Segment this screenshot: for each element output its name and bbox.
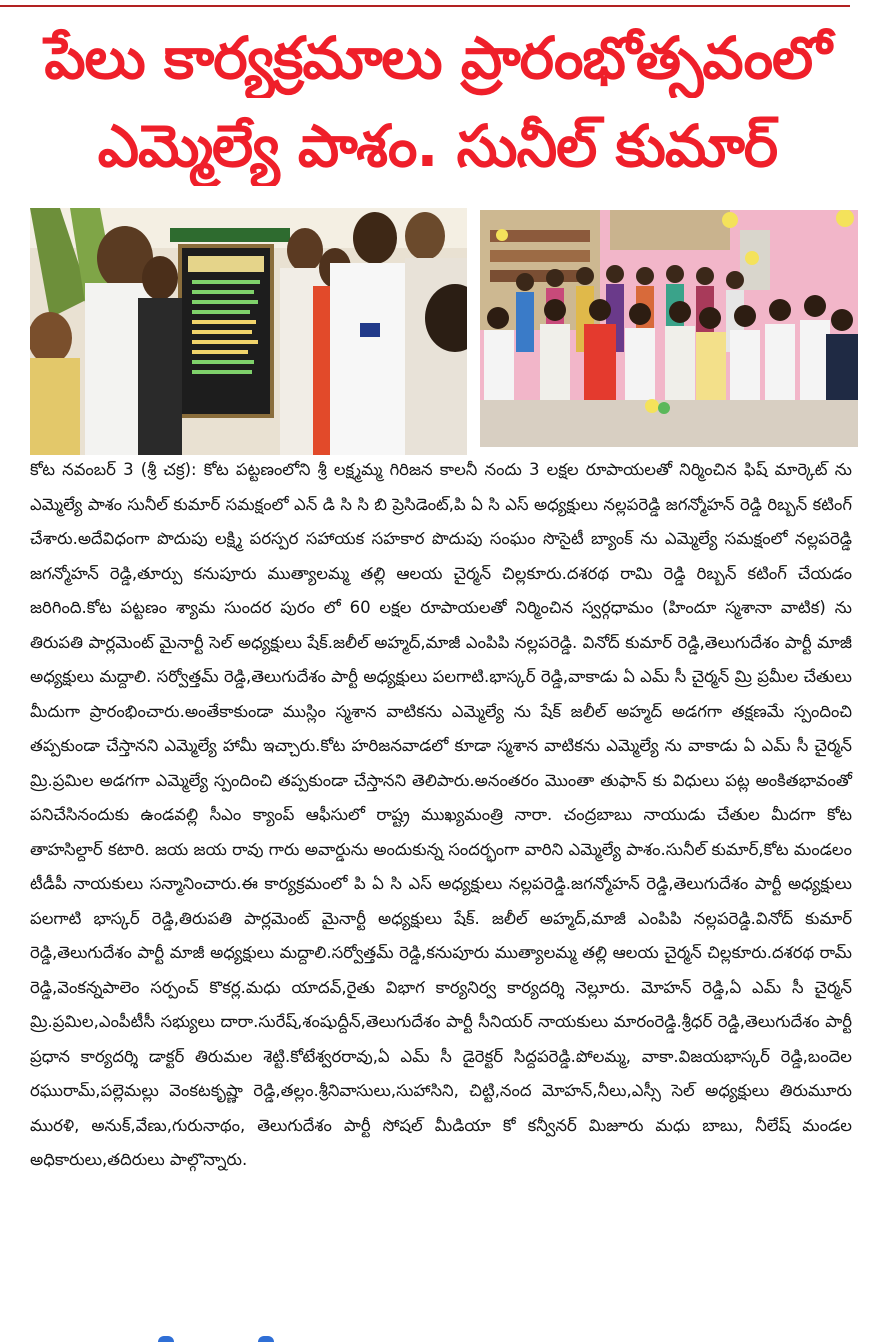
- group-scene-illustration: [480, 210, 858, 447]
- inauguration-photo-left: [30, 208, 467, 455]
- share-icon[interactable]: [158, 1336, 174, 1342]
- share-icon[interactable]: [258, 1336, 274, 1342]
- headline-line-1: పేలు కార్యక్రమాలు ప్రారంభోత్సవంలో: [44, 24, 831, 92]
- headline-line-2: ఎమ్మెల్యే పాశం. సునీల్ కుమార్: [97, 112, 778, 180]
- group-photo-right: [480, 210, 858, 447]
- plaque-scene-illustration: [30, 208, 467, 455]
- article-body: కోట నవంబర్ 3 (శ్రీ చక్ర): కోట పట్టణంలోని శ్రీ లక్ష్మమ్మ గిరిజన కాలనీ నందు 3 లక్షల రూపాయలతో నిర్మించిన ఫిష్ మార్కెట్ ను ఎమ్మెల్యే పాశం సునీల్ కుమార్ సమక్షంలో ఎన్ డి సి సి బి ప్రెసిడెంట్,పి ఏ సి ఎస్ అధ్యక్షులు నల్లపరెడ్డి జగన్మోహన్ రెడ్డి రిబ్బన్ కటింగ్ చేశారు.అదేవిధంగా పొదుపు లక్ష్మి పరస్పర సహాయక సహకార పొదుపు సంఘం సొసైటీ బ్యాంక్ ను ఎమ్మెల్యే సమక్షంలో నల్లపరెడ్డి జగన్మోహన్ రెడ్డి,తూర్పు కనుపూరు ముత్యాలమ్మ తల్లి ఆలయ చైర్మన్ చిల్లకూరు.దశరథ రామి రెడ్డి రిబ్బన్ కటింగ్ చేయడం జరిగింది.కోట పట్టణం శ్యామ సుందర పురం లో 60 లక్షల రూపాయలతో నిర్మించిన స్వర్గధామం (హిందూ స్మశానా వాటిక) ను తిరుపతి పార్లమెంట్ మైనార్టీ సెల్ అధ్యక్షులు షేక్.జలీల్ అహ్మద్,మాజీ ఎంపిపి నల్లపరెడ్డి. వినోద్ కుమార్ రెడ్డి,తెలుగుదేశం పార్టీ మాజీ అధ్యక్షులు మద్దాలి. సర్వోత్తమ్ రెడ్డి,తెలుగుదేశం పార్టీ అధ్యక్షులు పలగాటి.భాస్కర్ రెడ్డి,వాకాడు ఏ ఎమ్ సీ చైర్మన్ మ్రి ప్రమీల చేతులు మీదుగా ప్రారంభించారు.అంతేకాకుండా ముస్లిం స్మశాన వాటికను ఎమ్మెల్యే ను షేక్ జలీల్ అహ్మద్ అడగగా తక్షణమే స్పందించి తప్పకుండా చేస్తానని ఎమ్మెల్యే హామీ ఇచ్చారు.కోట హరిజనవాడలో కూడా స్మశాన వాటికను ఎమ్మెల్యే ను వాకాడు ఏ ఎమ్ సీ చైర్మన్ మ్రి.ప్రమిల అడగగా ఎమ్మెల్యే స్పందించి తప్పకుండా చేస్తానని తెలిపారు.అనంతరం మొంతా తుఫాన్ కు విధులు పట్ల అంకితభావంతో పనిచేసినందుకు ఉండవల్లి సీఎం క్యాంప్ ఆఫీసులో రాష్ట్ర ముఖ్యమంత్రి నారా. చంద్రబాబు నాయుడు చేతుల మీదగా కోట తాహసిల్దార్ కటారి. జయ జయ రావు గారు అవార్డును అందుకున్న సందర్భంగా వారిని ఎమ్మెల్యే పాశం.సునీల్ కుమార్,కోట మండలం టీడీపీ నాయకులు సన్మానించారు.ఈ కార్యక్రమంలో పి ఏ సి ఎస్ అధ్యక్షులు నల్లపరెడ్డి.జగన్మోహన్ రెడ్డి,తెలుగుదేశం పార్టీ అధ్యక్షులు పలగాటి భాస్కర్ రెడ్డి,తిరుపతి పార్లమెంట్ మైనార్టీ అధ్యక్షులు షేక్. జలీల్ అహ్మద్,మాజీ ఎంపిపి నల్లపరెడ్డి.వినోద్ కుమార్ రెడ్డి,తెలుగుదేశం పార్టీ మాజీ అధ్యక్షులు మద్దాలి.సర్వోత్తమ్ రెడ్డి,కనుపూరు ముత్యాలమ్మ తల్లి ఆలయ చైర్మన్ చిల్లకూరు.దశరథ రామ్ రెడ్డి,వెంకన్నపాలెం సర్పంచ్ కొకర్ల.మధు యాదవ్,రైతు విభాగ కార్యనిర్వ కార్యదర్శి నెల్లూరు. మోహన్ రెడ్డి,ఏ ఎమ్ సీ చైర్మన్ మ్రి.ప్రమిల,ఎంపీటీసీ సభ్యులు దారా.సురేష్,శంషుద్దీన్,తెలుగుదేశం పార్టీ సీనియర్ నాయకులు మారంరెడ్డి.శ్రీధర్ రెడ్డి,తెలుగుదేశం పార్టీ ప్రధాన కార్యదర్శి డాక్టర్ తిరుమల శెట్టి.కోటేశ్వరరావు,ఏ ఎమ్ సీ డైరెక్టర్ సిద్దపరెడ్డి.పోలమ్మ, వాకా.విజయభాస్కర్ రెడ్డి,బందెల రఘురామ్,పల్లెమల్లు వెంకటకృష్ణా రెడ్డి,తల్లం.శ్రీనివాసులు,సుహాసిని, చిట్టి,నంద మోహన్,నీలు,ఎస్సీ సెల్ అధ్యక్షులు తిరుమూరు మురళి, అనుక్,వేణు,గురునాథం, తెలుగుదేశం పార్టీ సోషల్ మీడియా కో కన్వీనర్ మిజూరు మధు బాబు, నీలేష్ మండల అధికారులు,తదిరులు పాల్గొన్నారు.: [30, 460, 852, 1169]
- footer-strip: [0, 1332, 875, 1342]
- top-rule: [0, 5, 850, 7]
